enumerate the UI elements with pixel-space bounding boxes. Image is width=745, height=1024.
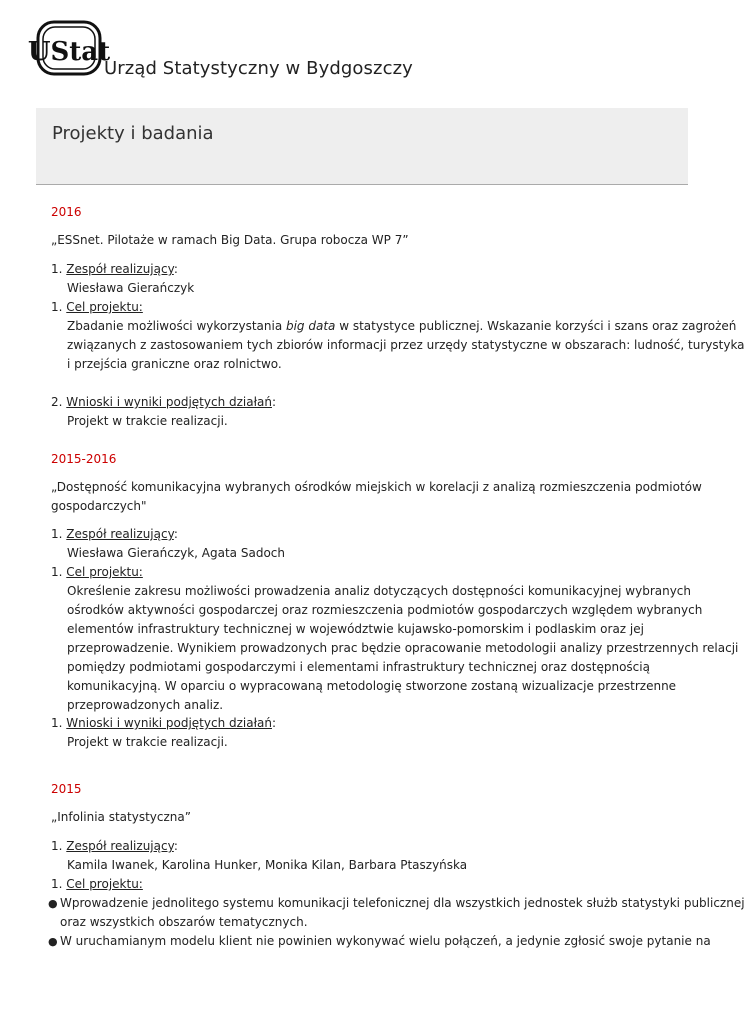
org-name: Urząd Statystyczny w Bydgoszczy [104,58,413,79]
title-band [36,108,688,185]
goal-text-line: Określenie zakresu możliwości prowadzenia analiz dotyczących dostępności komunikacyjnej wybranych [67,584,692,598]
results-text: Projekt w trakcie realizacji. [67,414,228,428]
project-year: 2015 [51,782,82,796]
goal-text-line: i przejścia graniczne oraz rolnictwo. [67,357,282,371]
list-marker: 1. [51,716,63,730]
list-marker: 1. [51,565,63,579]
page-title: Projekty i badania [52,123,214,144]
team-members: Wiesława Gierańczyk, Agata Sadoch [67,546,285,560]
logo-lettering: UStat [27,37,111,67]
project-title: „ESSnet. Pilotaże w ramach Big Data. Grupa robocza WP 7” [51,233,409,247]
project-title: „Infolinia statystyczna” [51,810,191,824]
project-title-line: „Dostępność komunikacyjna wybranych ośrodków miejskich w korelacji z analizą rozmieszczenia podmiotów [51,480,702,494]
bullet-text-line: W uruchamianym modelu klient nie powinien wykonywać wielu połączeń, a jedynie zgłosić swoje pytanie na [60,934,711,948]
ustat-logo[interactable] [27,20,111,76]
colon: : [173,262,178,276]
team-label: Zespół realizujący [66,262,174,276]
team-members: Kamila Iwanek, Karolina Hunker, Monika Kilan, Barbara Ptaszyńska [67,858,468,872]
list-marker: 1. [51,527,63,541]
goal-label: Cel projektu: [66,877,143,891]
goal-text-line: ośrodków aktywności gospodarczej oraz rozmieszczenia podmiotów gospodarczych względem wybranych [67,603,703,617]
team-label: Zespół realizujący [66,527,174,541]
goal-text-part: Zbadanie możliwości wykorzystania [67,319,286,333]
goal-item [51,298,143,317]
goal-text-line: przeprowadzonych analiz. [67,698,224,712]
goal-text-line [67,317,736,336]
bullet-dot: ● [48,935,58,948]
team-members: Wiesława Gierańczyk [67,281,195,295]
results-item [51,714,276,733]
team-item [51,837,178,856]
list-marker: 1. [51,262,63,276]
goal-label: Cel projektu: [66,565,143,579]
goal-item [51,563,143,582]
results-label: Wnioski i wyniki podjętych działań [66,395,272,409]
goal-text-line: pomiędzy podmiotami gospodarczymi i elementami infrastruktury technicznej oraz dostępnością [67,660,650,674]
goal-text-emphasis: big data [285,319,336,333]
goal-text-line: związanych z zastosowaniem tych zbiorów informacji przez urzędy statystyczne w obszarach: ludność, turystyka [67,338,745,352]
team-item [51,525,178,544]
project-title-line: gospodarczych" [51,499,147,513]
goal-label: Cel projektu: [66,300,143,314]
results-label: Wnioski i wyniki podjętych działań [66,716,272,730]
project-year: 2016 [51,205,82,219]
goal-text-line: przeprowadzenie. Wynikiem prowadzonych prac będzie opracowanie metodologii analizy przestrzennych relacji [67,641,739,655]
bullet-text-line: oraz wszystkich obszarów tematycznych. [60,915,308,929]
list-marker: 1. [51,300,63,314]
goal-text-part: w statystyce publicznej. Wskazanie korzyści i szans oraz zagrożeń [335,319,737,333]
colon: : [271,716,277,730]
results-item [51,393,276,412]
colon: : [173,527,178,541]
list-marker: 2. [51,395,63,409]
goal-item [51,875,143,894]
bullet-text-line: Wprowadzenie jednolitego systemu komunikacji telefonicznej dla wszystkich jednostek służb statystyki publicznej [60,896,745,910]
goal-text-line: elementów infrastruktury technicznej w województwie kujawsko-pomorskim i podlaskim oraz jej [67,622,644,636]
goal-text-line: komunikacyjną. W oparciu o wypracowaną metodologię stworzone zostaną wizualizacje przestrzenne [67,679,677,693]
colon: : [173,839,178,853]
list-marker: 1. [51,839,63,853]
project-year: 2015-2016 [51,452,117,466]
list-marker: 1. [51,877,63,891]
colon: : [271,395,277,409]
results-text: Projekt w trakcie realizacji. [67,735,228,749]
team-label: Zespół realizujący [66,839,174,853]
team-item [51,260,178,279]
bullet-dot: ● [48,897,58,910]
